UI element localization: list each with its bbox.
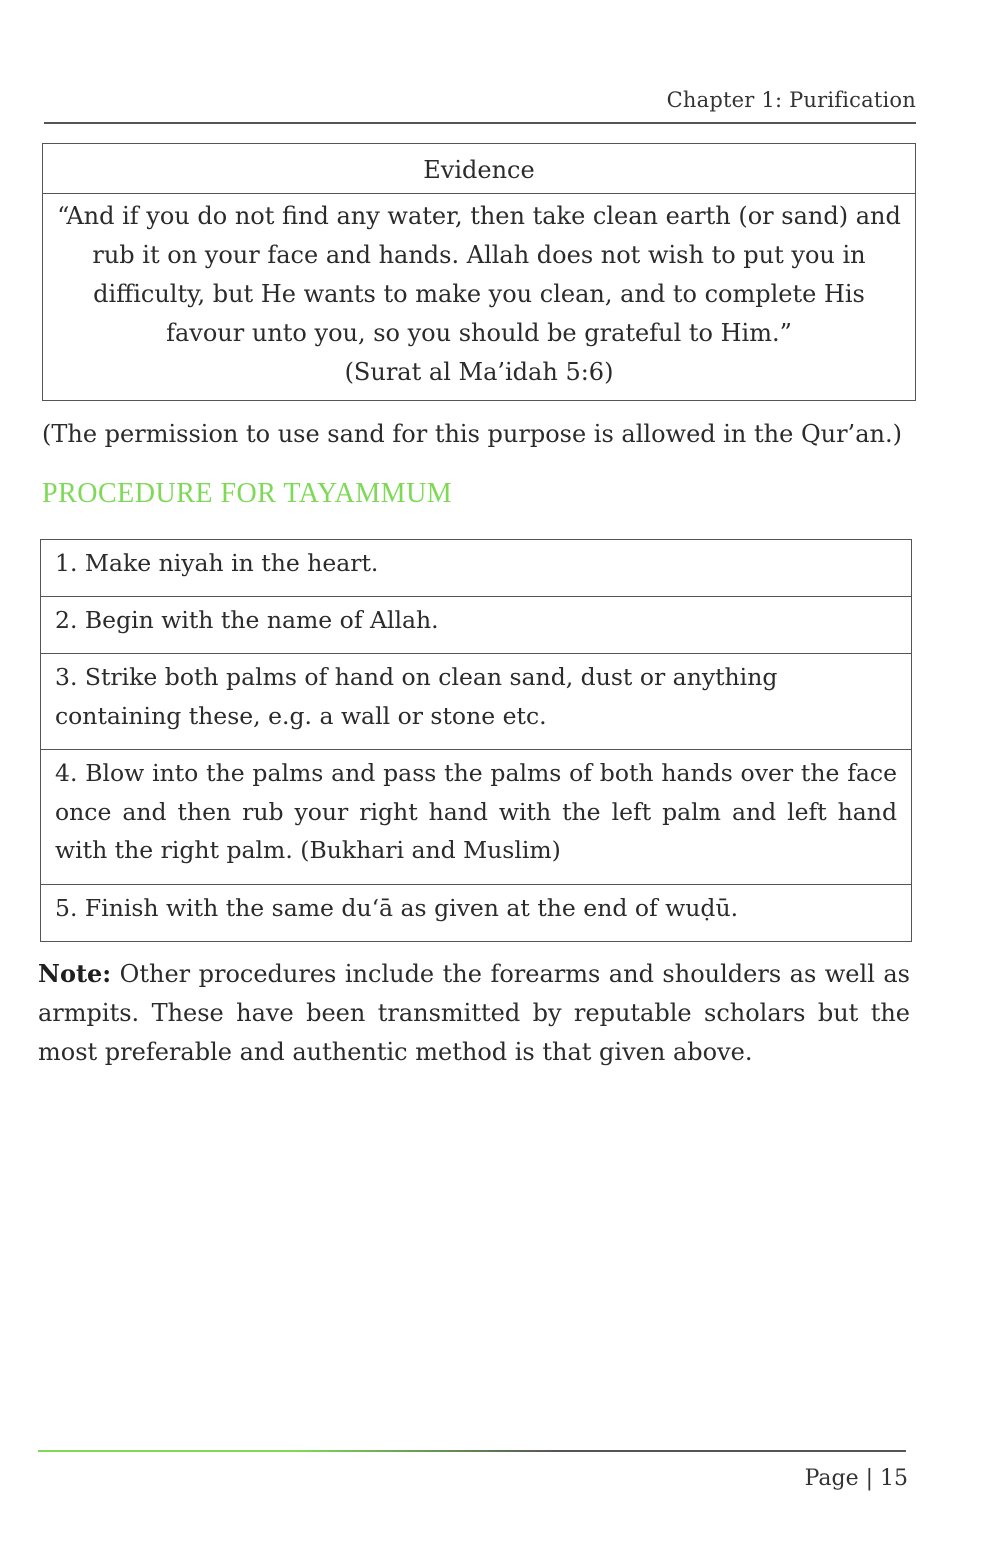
permission-note: (The permission to use sand for this purpose is allowed in the Qur’an.) — [42, 420, 902, 448]
step-row-2: 2. Begin with the name of Allah. — [41, 597, 911, 654]
step-row-5: 5. Finish with the same du‘ā as given at the end of wuḍū. — [55, 894, 739, 922]
step-row-1: 1. Make niyah in the heart. — [41, 540, 911, 597]
footer-rule — [38, 1450, 906, 1452]
note-paragraph — [38, 954, 910, 1072]
step-row-4: 4. Blow into the palms and pass the palms of both hands over the face once and then rub your right hand with the left palm and left hand with the right palm. (Bukhari and Muslim) — [41, 750, 911, 885]
evidence-source: (Surat al Ma’idah 5:6) — [344, 358, 614, 386]
chapter-header: Chapter 1: Purification — [666, 88, 916, 112]
evidence-quote: “And if you do not find any water, then take clean earth (or sand) and rub it on your face and hands. Allah does not wish to put you in difficulty, but He wants to make you clean, and to complete His favour unto you, so you should be grateful to Him.” — [57, 202, 901, 347]
section-heading: PROCEDURE FOR TAYAMMUM — [42, 478, 453, 509]
evidence-box — [42, 143, 916, 401]
procedure-steps-table — [40, 539, 912, 942]
page-number: Page | 15 — [804, 1466, 908, 1491]
note-label: Note: — [38, 959, 112, 988]
header-rule — [44, 122, 916, 124]
step-row-3: 3. Strike both palms of hand on clean sand, dust or anything containing these, e.g. a wall or stone etc. — [41, 654, 911, 750]
note-text: Other procedures include the forearms and shoulders as well as armpits. These have been transmitted by reputable scholars but the most preferable and authentic method is that given above. — [38, 960, 910, 1066]
evidence-title: Evidence — [43, 144, 915, 194]
